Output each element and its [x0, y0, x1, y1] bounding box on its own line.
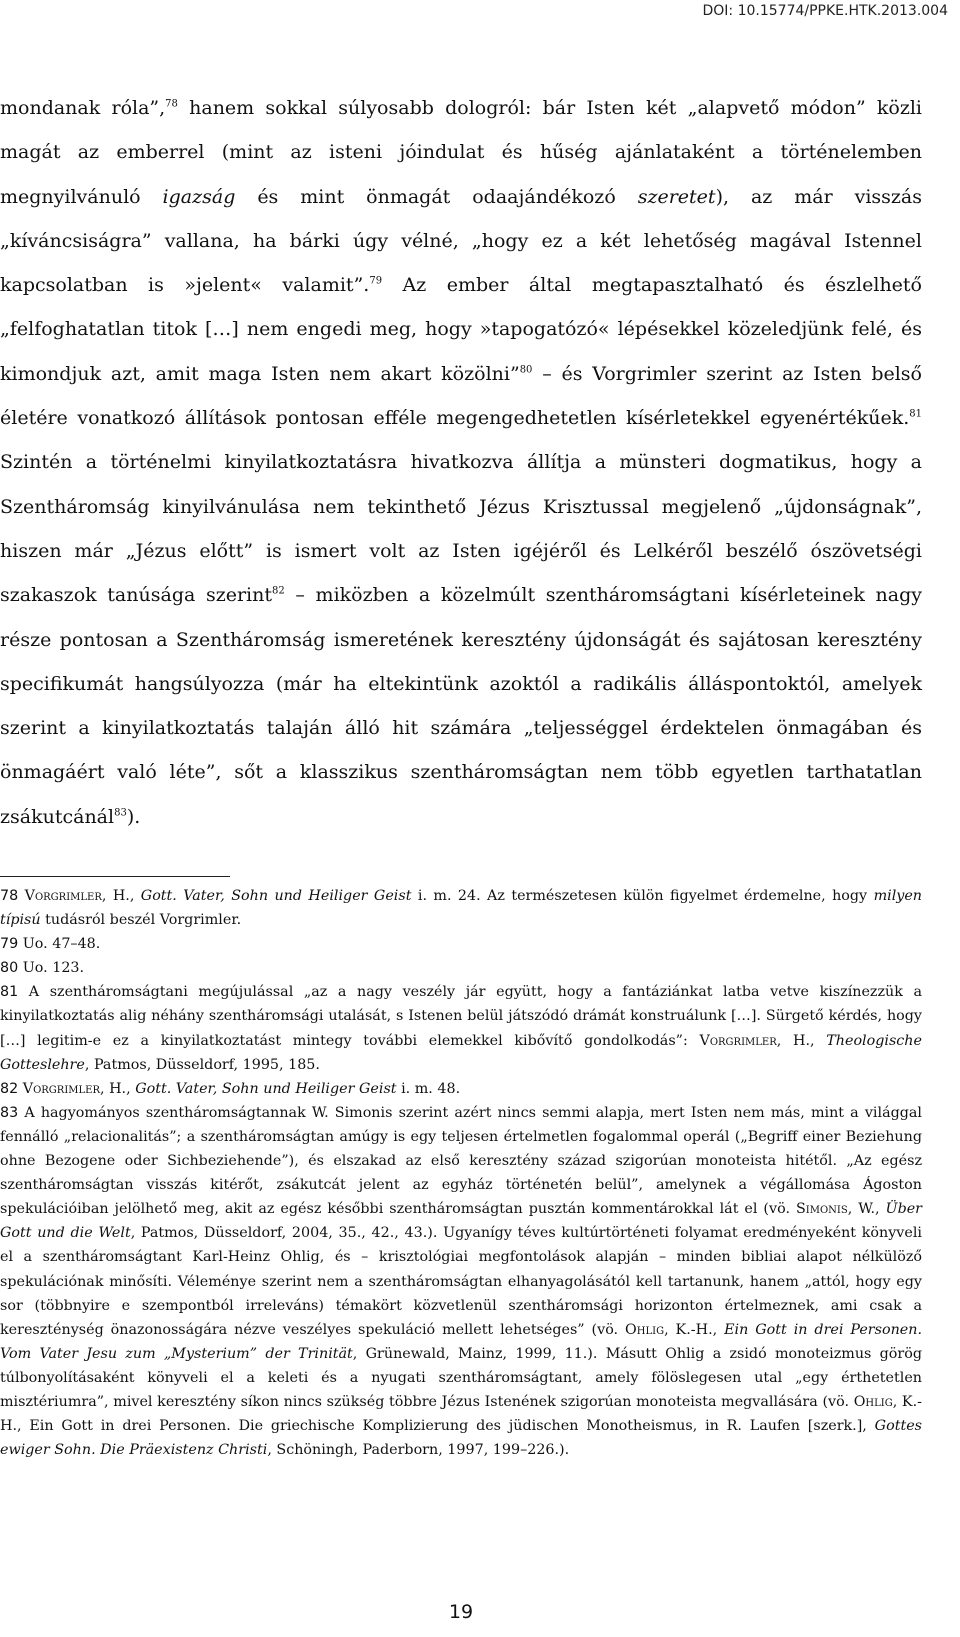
footnote-separator: [0, 876, 230, 877]
text-run: Az ember által megtapasztalható és észlelhető „felfoghatatlan titok […] nem engedi meg, hogy »tapogatózó« lépésekkel közeledjünk felé, és kimondjuk azt, amit maga Isten nem akart közölni”: [0, 274, 922, 385]
book-title: Gott. Vater, Sohn und Heiliger Geist: [140, 888, 412, 904]
text-run: , H.,: [99, 1080, 136, 1097]
author-name: Vorgrimler: [24, 888, 102, 904]
text-run: , K.-H.,: [664, 1321, 725, 1338]
footnote-number: 81: [0, 984, 19, 1001]
text-run: , Grünewald, Mainz, 1999, 11.). Másutt Ohlig a zsidó monoteizmus görög túlbonyolításaként könyveli el a keleti és a nyugati szentháromságtant, amely fölöslegesen utal „egy érthetetlen misztériumra”, mivel keresztény síkon nincs szükség többre Jézus Istenének szigorúan monoteista megvallására (vö.: [0, 1345, 922, 1410]
footnote-78: [0, 884, 922, 932]
text-run: – és Vorgrimler szerint az Isten belső életére vonatkozó állítások pontosan efféle megengedhetetlen kísérletekkel egyenértékűek.: [0, 362, 923, 430]
footnote-80: [0, 956, 922, 980]
footnote-ref-83[interactable]: 83: [114, 807, 127, 819]
author-name: Vorgrimler: [699, 1032, 777, 1049]
emphasis-igazsag: igazság: [162, 185, 236, 208]
text-run: , Patmos, Düsseldorf, 2004, 35., 42., 43.). Ugyanígy téves kultúrtörténeti folyamat eredményeként könyveli el a szentháromságtant Karl-Heinz Ohlig, és – krisztológiai megfontolások alapján – minden bibliai alapot nélkülöző spekulációnak minősíti. Véleménye szerint nem a szentháromságtan elhanyagolásától kell tartanunk, hanem „attól, hogy egy sor (többnyire e szempontból irreleváns) témakört közvetlenül szentháromsági horizonton értelmeznek, ami csak a kereszténység önazonosságára nézve veszélyes spekuláció mellett lehetséges” (vö.: [0, 1225, 922, 1338]
book-title: Gott. Vater, Sohn und Heiliger Geist: [135, 1080, 397, 1097]
footnote-number: 82: [0, 1080, 19, 1097]
author-name: Simonis: [795, 1201, 848, 1218]
text-run: hanem sokkal súlyosabb dologról: bár Isten két „alapvető módon” közli magát az emberrel (mint az isteni jóindulat és hűség ajánlataként a történelemben megnyilvánuló: [0, 97, 923, 208]
footnote-number: 79: [0, 936, 19, 953]
emphasis: milyen típisú: [0, 888, 923, 929]
text-run: Uo. 47–48.: [18, 936, 101, 953]
text-run: ), az már visszás „kíváncsiságra” vallana, ha bárki úgy vélné, „hogy ez a két lehetőség magával Istennel kapcsolatban is »jelent« valamit”.: [0, 185, 922, 297]
book-title: Gottes ewiger Sohn. Die Präexistenz Christi: [0, 1418, 922, 1459]
body-paragraph: [0, 86, 922, 839]
footnote-83: [0, 1101, 922, 1462]
text-run: , W.,: [847, 1201, 886, 1218]
author-name: Ohlig: [853, 1393, 893, 1410]
footnote-number: 83: [0, 1104, 19, 1121]
footnote-82: [0, 1077, 922, 1101]
text-run: , Patmos, Düsseldorf, 1995, 185.: [84, 1056, 320, 1073]
author-name: Ohlig: [625, 1321, 665, 1338]
footnote-number: 78: [0, 888, 19, 904]
author-name: Vorgrimler: [22, 1080, 100, 1097]
text-run: – miközben a közelmúlt szentháromságtani kísérleteinek nagy része pontosan a Szentháromság ismeretének keresztény újdonságát és sajátosan keresztény specifikumát hangsúlyozza (már ha eltekintünk azoktól a radikális álláspontoktól, amelyek szerint a kinyilatkoztatás talaján álló hit számára „teljességgel érdektelen önmagában és önmagáért való léte”, sőt a klasszikus szentháromságtan nem több egyetlen tarthatatlan zsákutcánál: [0, 584, 922, 828]
page-number: 19: [448, 1601, 474, 1623]
footnote-number: 80: [0, 960, 19, 977]
footnote-ref-78[interactable]: 78: [165, 98, 178, 110]
text-run: Szintén a történelmi kinyilatkoztatásra hivatkozva állítja a münsteri dogmatikus, hogy a Szentháromság kinyilvánulása nem tekinthető Jézus Krisztussal megjelenő „újdonságnak”, hiszen már „Jézus előtt” is ismert volt az Isten igéjéről és Lelkéről beszélő ószövetségi szakaszok tanúsága szerint: [0, 451, 922, 607]
text-run: , K.-H., Ein Gott in drei Personen. Die griechische Komplizierung des jüdischen Monotheismus, in R. Laufen [szerk.],: [0, 1393, 922, 1435]
footnote-ref-82[interactable]: 82: [272, 585, 285, 597]
text-run: , Schöningh, Paderborn, 1997, 199–226.).: [267, 1442, 570, 1459]
book-title: Ein Gott in drei Personen. Vom Vater Jesu zum „Mysterium” der Trinität: [0, 1321, 923, 1362]
emphasis-szeretet: szeretet: [637, 185, 716, 208]
text-run: , H.,: [776, 1032, 827, 1049]
doi-header: DOI: 10.15774/PPKE.HTK.2013.004: [702, 3, 948, 19]
text-run: i. m. 48.: [396, 1080, 461, 1097]
footnote-79: [0, 932, 922, 956]
text-run: ).: [126, 805, 141, 828]
footnote-81: [0, 980, 922, 1076]
text-run: , H.,: [101, 888, 141, 904]
text-run: A szentháromságtani megújulással „az a nagy veszély jár együtt, hogy a fantáziánkat latba vetve kiszínezzük a kinyilatkoztatás alig néhány szentháromsági utalását, s Istenen belül játszódó drámát konstruálunk […]. Sürgető kérdés, hogy […] legitim-e ez a kinyilatkoztatást mintegy további elemekkel kibővítő gondolkodás”:: [0, 984, 922, 1049]
book-title: Theologische Gotteslehre: [0, 1032, 922, 1073]
footnote-ref-80[interactable]: 80: [519, 364, 533, 376]
text-run: A hagyományos szentháromságtannak W. Simonis szerint azért nincs semmi alapja, mert Isten nem más, mint a világgal fennálló „relacionalitás”; a szentháromságtan amúgy is egy teljesen értelmetlen fogalommal operál („Begriff einer Beziehung ohne Bezogene oder Sichbeziehende”), és elszakad az első keresztény század szigorúan monoteista hitétől. „Az egész szentháromságtan visszás kitérőt, zsákutcát jelent az egyház történetén belül”, amelynek a végállomása Ágoston spekulációiban jelölhető meg, akit az egész későbbi szentháromságtan pusztán kommentárokkal lát el (vö.: [0, 1104, 922, 1218]
footnote-ref-79[interactable]: 79: [369, 275, 383, 287]
main-text: [0, 86, 922, 839]
text-run: i. m. 24. Az természetesen külön figyelmet érdemelne, hogy: [411, 888, 874, 904]
text-run: tudásról beszél Vorgrimler.: [40, 912, 242, 929]
book-title: Über Gott und die Welt: [0, 1201, 923, 1242]
text-run: és mint önmagát odaajándékozó: [235, 185, 638, 208]
text-run: mondanak róla”,: [0, 97, 166, 119]
footnote-ref-81[interactable]: 81: [909, 408, 922, 420]
text-run: Uo. 123.: [18, 960, 85, 977]
footnotes: [0, 884, 922, 1462]
